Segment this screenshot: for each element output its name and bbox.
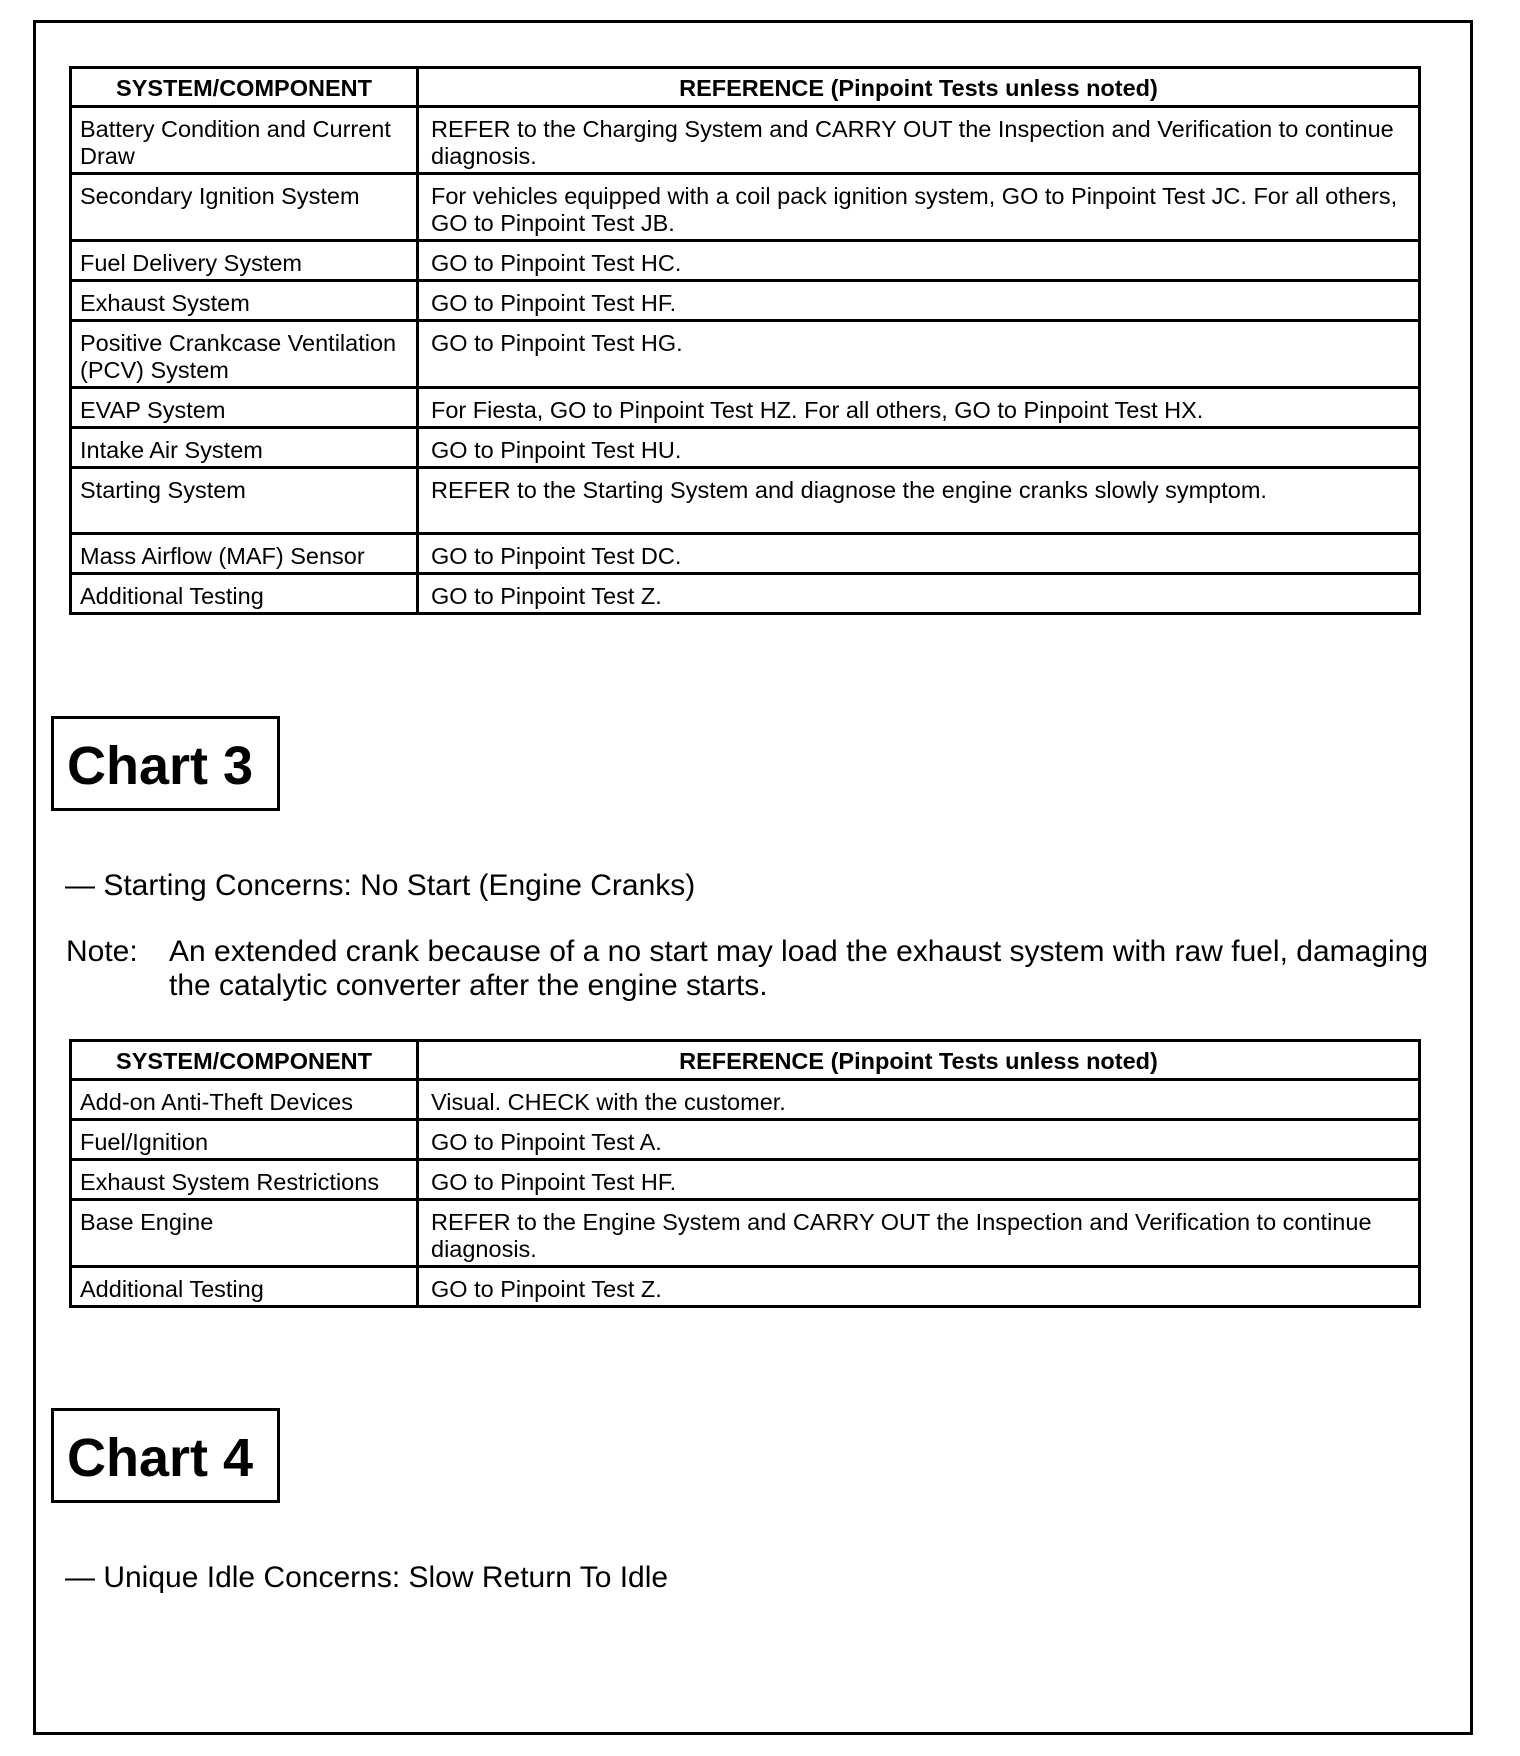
system-cell: Mass Airflow (MAF) Sensor [71,534,418,574]
reference-cell: REFER to the Engine System and CARRY OUT the Inspection and Verification to continue diagnosis. [418,1200,1420,1267]
table-row [71,241,1420,281]
reference-cell: GO to Pinpoint Test HG. [418,321,1420,388]
system-cell: Additional Testing [71,574,418,614]
reference-cell: GO to Pinpoint Test HF. [418,281,1420,321]
column-header-reference: REFERENCE (Pinpoint Tests unless noted) [418,1041,1420,1080]
table-row [71,1160,1420,1200]
reference-cell: REFER to the Charging System and CARRY OUT the Inspection and Verification to continue diagnosis. [418,107,1420,174]
system-cell: Fuel/Ignition [71,1120,418,1160]
table-header-row [71,1041,1420,1080]
reference-cell: GO to Pinpoint Test Z. [418,1267,1420,1307]
note [66,935,1446,1003]
concern-heading: — Unique Idle Concerns: Slow Return To Idle [65,1561,669,1594]
table-row [71,281,1420,321]
table-row [71,1200,1420,1267]
system-cell: Positive Crankcase Ventilation (PCV) System [71,321,418,388]
system-cell: Exhaust System Restrictions [71,1160,418,1200]
note-text: An extended crank because of a no start may load the exhaust system with raw fuel, damaging the catalytic converter after the engine starts. [169,935,1429,1002]
table-row [71,1120,1420,1160]
reference-cell: GO to Pinpoint Test Z. [418,574,1420,614]
chart-4-heading: Chart 4 [51,1408,280,1503]
reference-cell: GO to Pinpoint Test DC. [418,534,1420,574]
system-cell: Additional Testing [71,1267,418,1307]
table-row [71,1080,1420,1120]
system-cell: Starting System [71,468,418,534]
reference-cell: For vehicles equipped with a coil pack ignition system, GO to Pinpoint Test JC. For all others, GO to Pinpoint Test JB. [418,174,1420,241]
table-row [71,574,1420,614]
chart-3-heading: Chart 3 [51,716,280,811]
reference-cell: Visual. CHECK with the customer. [418,1080,1420,1120]
table-row [71,468,1420,534]
system-cell: Add-on Anti-Theft Devices [71,1080,418,1120]
system-cell: Secondary Ignition System [71,174,418,241]
note-label: Note: [66,935,138,968]
table-row [71,388,1420,428]
system-cell: Fuel Delivery System [71,241,418,281]
table-row [71,174,1420,241]
reference-table-1 [69,66,1421,615]
reference-cell: GO to Pinpoint Test A. [418,1120,1420,1160]
reference-cell: For Fiesta, GO to Pinpoint Test HZ. For all others, GO to Pinpoint Test HX. [418,388,1420,428]
column-header-reference: REFERENCE (Pinpoint Tests unless noted) [418,68,1420,107]
reference-cell: REFER to the Starting System and diagnose the engine cranks slowly symptom. [418,468,1420,534]
system-cell: Battery Condition and Current Draw [71,107,418,174]
table-header-row [71,68,1420,107]
system-cell: Intake Air System [71,428,418,468]
reference-cell: GO to Pinpoint Test HC. [418,241,1420,281]
reference-table-2 [69,1039,1421,1308]
column-header-system: SYSTEM/COMPONENT [71,68,418,107]
table-row [71,534,1420,574]
system-cell: Base Engine [71,1200,418,1267]
table-row [71,1267,1420,1307]
table-row [71,107,1420,174]
reference-cell: GO to Pinpoint Test HU. [418,428,1420,468]
column-header-system: SYSTEM/COMPONENT [71,1041,418,1080]
concern-heading: — Starting Concerns: No Start (Engine Cranks) [65,869,696,902]
reference-cell: GO to Pinpoint Test HF. [418,1160,1420,1200]
system-cell: EVAP System [71,388,418,428]
table-row [71,321,1420,388]
system-cell: Exhaust System [71,281,418,321]
table-row [71,428,1420,468]
